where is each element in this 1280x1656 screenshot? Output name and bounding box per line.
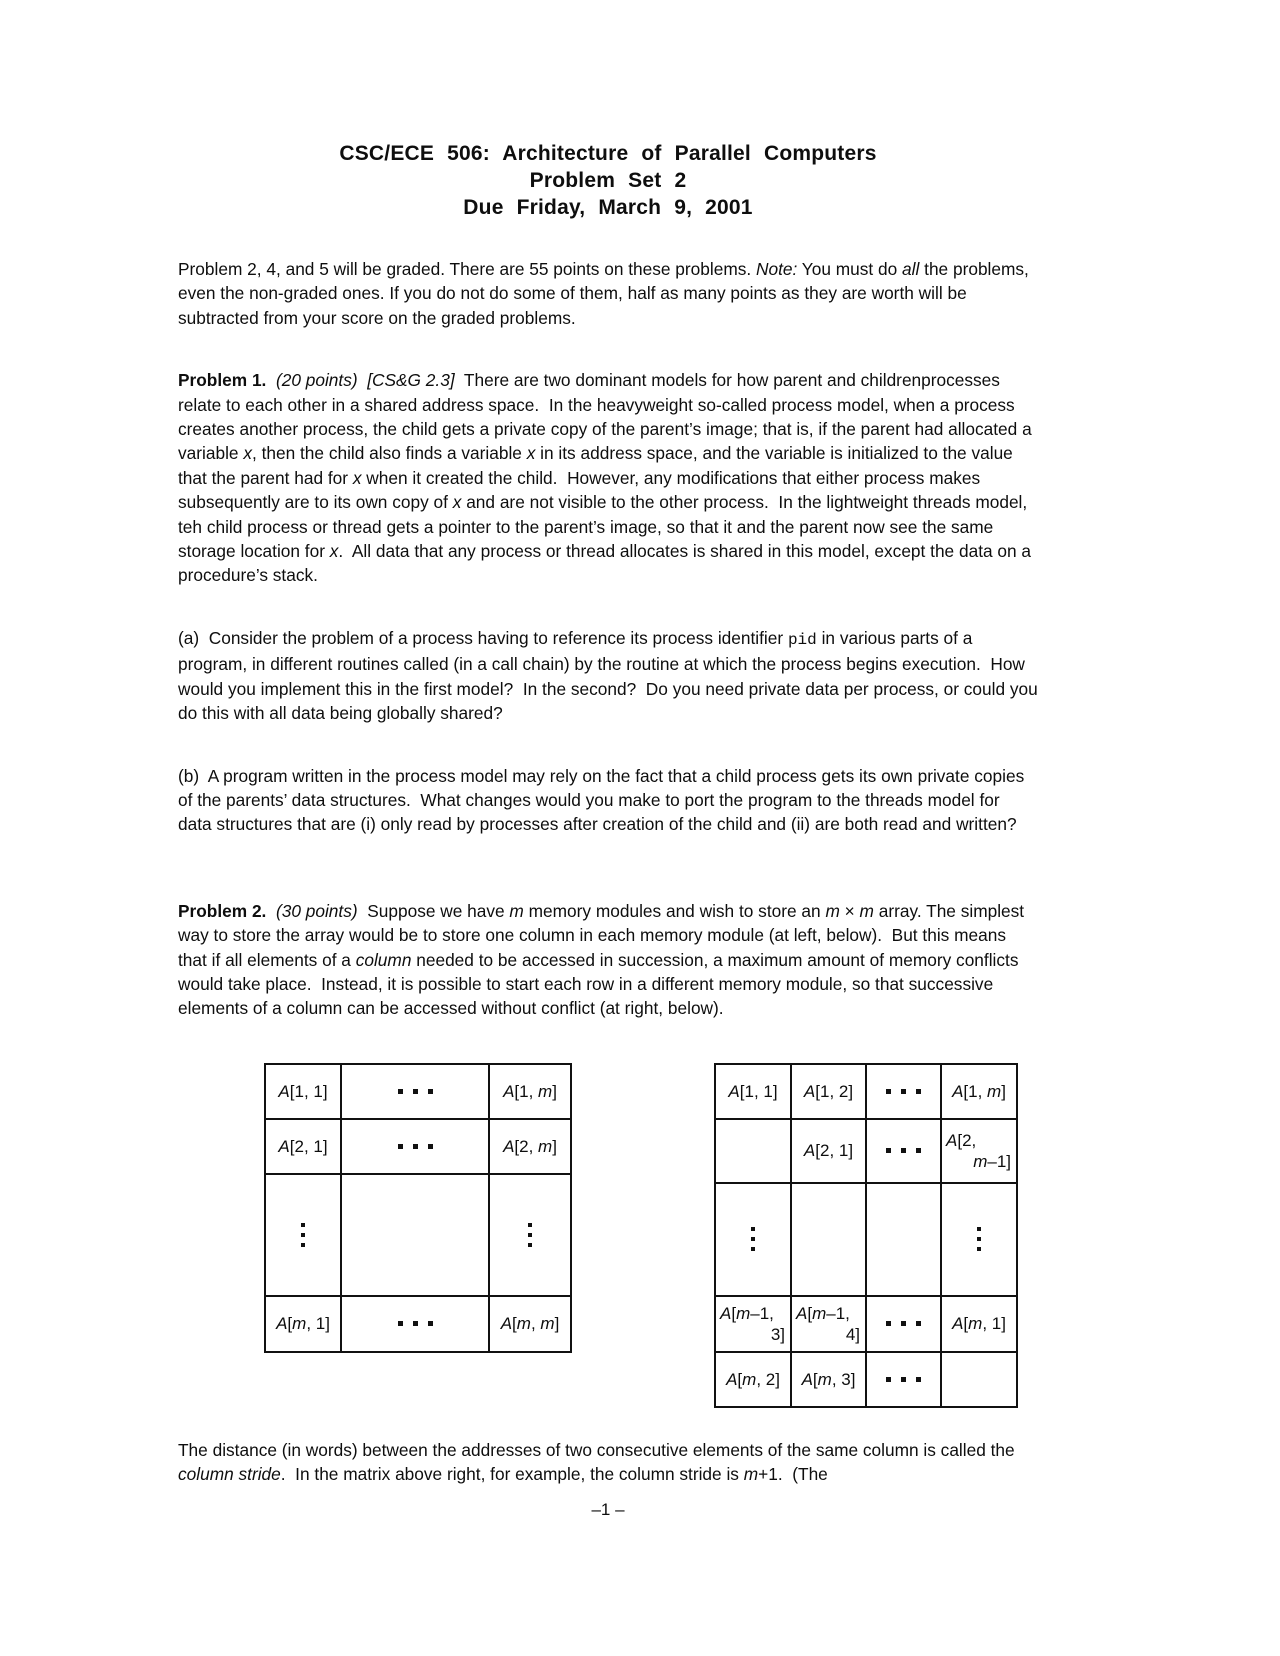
skewed-matrix-table bbox=[714, 1063, 1018, 1408]
problem1b-paragraph bbox=[178, 764, 1038, 837]
table-cell bbox=[866, 1352, 941, 1407]
table-cell bbox=[715, 1064, 791, 1119]
table-cell bbox=[941, 1352, 1017, 1407]
matrix-element-label: A[m, 1] bbox=[952, 1314, 1006, 1334]
document-content bbox=[178, 140, 1038, 1511]
dot bbox=[413, 1144, 418, 1149]
text-run: m bbox=[825, 900, 840, 921]
table-cell bbox=[941, 1119, 1017, 1183]
ellipsis-horizontal bbox=[870, 1377, 937, 1382]
matrix-element-label: A[m, 3] bbox=[801, 1369, 856, 1389]
table-row bbox=[265, 1296, 571, 1352]
text-run: +1. (The bbox=[758, 1464, 828, 1485]
text-run: x bbox=[243, 443, 252, 464]
matrix-element-label: A[1, 1] bbox=[728, 1081, 778, 1101]
problem1-paragraph bbox=[178, 368, 1038, 588]
table-row bbox=[265, 1064, 571, 1119]
table-cell bbox=[715, 1183, 791, 1296]
text-run: The distance (in words) between the addresses of two consecutive elements of the same column is called the bbox=[178, 1439, 1015, 1460]
text-run: and are not visible to the other process. In the lightweight threads model, teh child process or thread gets a pointer to the parent’s image, so that it and the parent now see the same storage location for bbox=[178, 492, 1028, 562]
dot bbox=[528, 1233, 532, 1237]
text-run: Suppose we have bbox=[357, 900, 510, 921]
text-run: column stride bbox=[178, 1464, 281, 1485]
dot bbox=[428, 1144, 433, 1149]
table-cell bbox=[265, 1174, 341, 1296]
text-run: (b) A program written in the process model may rely on the fact that a child process gets its own private copies of the parents’ data structures. What changes would you make to port the program to the threads model for data structures that are (i) only read by processes after creation of the child and (ii) are both read and written? bbox=[178, 765, 1025, 835]
table-cell bbox=[791, 1183, 866, 1296]
table-cell bbox=[866, 1296, 941, 1352]
matrix-element-label: A[2, bbox=[946, 1130, 977, 1150]
matrix-element-label: A[m–1, bbox=[720, 1303, 774, 1323]
dot bbox=[301, 1243, 305, 1247]
ellipsis-vertical bbox=[493, 1223, 567, 1247]
table-row bbox=[715, 1183, 1017, 1296]
dot bbox=[916, 1089, 921, 1094]
ellipsis-vertical bbox=[269, 1223, 337, 1247]
table-row bbox=[265, 1174, 571, 1296]
text-run: x bbox=[352, 467, 362, 488]
matrix-element-label: m–1] bbox=[973, 1151, 1011, 1171]
text-run: . All data that any process or thread allocates is shared in this model, except the data on a procedure’s stack. bbox=[178, 541, 1032, 586]
dot bbox=[751, 1227, 755, 1231]
doc-title-line3: Due Friday, March 9, 2001 bbox=[463, 196, 753, 219]
table-cell bbox=[489, 1119, 571, 1174]
table-cell bbox=[341, 1064, 489, 1119]
matrix-element-label: A[1, m] bbox=[952, 1081, 1006, 1101]
matrix-figures bbox=[178, 1063, 1038, 1408]
matrix-element-label: 3] bbox=[770, 1324, 785, 1344]
dot bbox=[751, 1237, 755, 1241]
ellipsis-horizontal bbox=[345, 1321, 485, 1326]
page-number: –1 – bbox=[591, 1500, 625, 1519]
text-run: m bbox=[509, 900, 524, 921]
dot bbox=[977, 1247, 981, 1251]
table-cell bbox=[791, 1296, 866, 1352]
table-cell bbox=[791, 1119, 866, 1183]
ellipsis-horizontal bbox=[870, 1148, 937, 1153]
ellipsis-horizontal bbox=[345, 1144, 485, 1149]
doc-title bbox=[178, 140, 1038, 221]
table-cell bbox=[941, 1064, 1017, 1119]
text-run: the problems, even the non-graded ones. If you do not do some of them, half as many points as they are worth will be subtracted from your score on the graded problems. bbox=[178, 259, 1029, 328]
table-cell bbox=[489, 1174, 571, 1296]
dot bbox=[886, 1148, 891, 1153]
table-cell bbox=[265, 1064, 341, 1119]
matrix-element-label: A[m–1, bbox=[796, 1303, 850, 1323]
text-run: Problem 2. bbox=[178, 900, 267, 921]
text-run: Note: bbox=[756, 259, 798, 279]
text-run: m bbox=[743, 1464, 759, 1485]
table-cell bbox=[791, 1352, 866, 1407]
matrix-element-label: A[2, m] bbox=[503, 1136, 557, 1156]
dot bbox=[301, 1223, 305, 1227]
table-cell bbox=[715, 1119, 791, 1183]
text-run: column bbox=[355, 949, 412, 970]
table-cell bbox=[265, 1119, 341, 1174]
dot bbox=[916, 1148, 921, 1153]
table-cell bbox=[341, 1296, 489, 1352]
dot bbox=[413, 1089, 418, 1094]
text-run: memory modules and wish to store an bbox=[523, 900, 826, 921]
text-run: x bbox=[526, 443, 536, 464]
ellipsis-vertical bbox=[945, 1227, 1013, 1251]
matrix-element-label: 4] bbox=[845, 1324, 860, 1344]
text-run: × bbox=[839, 900, 860, 921]
ellipsis-horizontal bbox=[870, 1321, 937, 1326]
table-cell bbox=[941, 1296, 1017, 1352]
dot bbox=[901, 1089, 906, 1094]
table-cell bbox=[341, 1119, 489, 1174]
text-run bbox=[266, 370, 276, 390]
dot bbox=[398, 1089, 403, 1094]
text-run: x bbox=[452, 492, 462, 513]
table-cell bbox=[791, 1064, 866, 1119]
table-cell bbox=[341, 1174, 489, 1296]
dot bbox=[886, 1377, 891, 1382]
table-cell bbox=[866, 1119, 941, 1183]
column-major-matrix-table bbox=[264, 1063, 572, 1353]
ellipsis-horizontal bbox=[345, 1089, 485, 1094]
intro-paragraph bbox=[178, 257, 1038, 330]
table-cell bbox=[265, 1296, 341, 1352]
dot bbox=[916, 1321, 921, 1326]
table-row bbox=[715, 1119, 1017, 1183]
matrix-element-label: A[m, 2] bbox=[726, 1369, 780, 1389]
doc-title-line2: Problem Set 2 bbox=[529, 169, 687, 192]
table-row bbox=[715, 1064, 1017, 1119]
text-run: Problem 2, 4, and 5 will be graded. There are 55 points on these problems. bbox=[178, 259, 756, 279]
table-cell bbox=[866, 1064, 941, 1119]
text-run: (20 points) [CS&G 2.3] bbox=[275, 370, 455, 391]
dot bbox=[886, 1321, 891, 1326]
table-row bbox=[265, 1119, 571, 1174]
dot bbox=[301, 1233, 305, 1237]
dot bbox=[977, 1237, 981, 1241]
dot bbox=[901, 1377, 906, 1382]
table-cell bbox=[715, 1352, 791, 1407]
text-run bbox=[266, 901, 276, 921]
matrix-element-label: A[2, 1] bbox=[803, 1141, 854, 1161]
matrix-element-label: A[m, m] bbox=[500, 1314, 560, 1334]
matrix-element-label: A[m, 1] bbox=[276, 1314, 330, 1334]
text-run: array. The simplest way to store the array would be to store one column in each memory module (at left, below). But this means that if all elements of a bbox=[178, 900, 1025, 970]
dot bbox=[751, 1247, 755, 1251]
matrix-element-label: A[1, m] bbox=[503, 1081, 557, 1101]
text-run: all bbox=[902, 259, 920, 279]
text-run: Problem 1. bbox=[178, 370, 267, 391]
dot bbox=[428, 1089, 433, 1094]
text-run: , then the child also finds a variable bbox=[251, 443, 527, 464]
text-run: pid bbox=[787, 630, 817, 649]
table-cell bbox=[866, 1183, 941, 1296]
doc-title-line1: CSC/ECE 506: Architecture of Parallel Computers bbox=[339, 142, 877, 165]
matrix-element-label: A[1, 2] bbox=[803, 1081, 854, 1101]
ellipsis-vertical bbox=[719, 1227, 787, 1251]
dot bbox=[916, 1377, 921, 1382]
text-run: when it created the child. However, any modifications that either process makes subsequently are to its own copy of bbox=[178, 467, 981, 513]
matrix-element-label: A[2, 1] bbox=[278, 1136, 328, 1156]
dot bbox=[901, 1148, 906, 1153]
text-run: (a) Consider the problem of a process having to reference its process identifier bbox=[178, 627, 788, 648]
dot bbox=[528, 1243, 532, 1247]
text-run: . In the matrix above right, for example, the column stride is bbox=[280, 1464, 744, 1485]
table-cell bbox=[489, 1064, 571, 1119]
text-run: You must do bbox=[797, 259, 903, 279]
dot bbox=[977, 1227, 981, 1231]
matrix-element-label: A[1, 1] bbox=[278, 1081, 328, 1101]
closing-paragraph bbox=[178, 1438, 1038, 1487]
dot bbox=[398, 1321, 403, 1326]
table-row bbox=[715, 1352, 1017, 1407]
text-run: in various parts of a program, in different routines called (in a call chain) by the routine at which the process begins execution. How would you implement this in the first model? In the second? Do you need private data per process, or could you do this with all data being globally shared? bbox=[178, 627, 1038, 724]
dot bbox=[398, 1144, 403, 1149]
table-cell bbox=[715, 1296, 791, 1352]
problem2-paragraph bbox=[178, 899, 1038, 1021]
dot bbox=[886, 1089, 891, 1094]
table-cell bbox=[941, 1183, 1017, 1296]
dot bbox=[528, 1223, 532, 1227]
text-run: m bbox=[859, 900, 874, 921]
text-run: in its address space, and the variable is initialized to the value that the parent had for bbox=[178, 443, 1013, 488]
text-run: x bbox=[329, 541, 339, 562]
problem1a-paragraph bbox=[178, 626, 1038, 726]
table-row bbox=[715, 1296, 1017, 1352]
dot bbox=[428, 1321, 433, 1326]
ellipsis-horizontal bbox=[870, 1089, 937, 1094]
text-run: (30 points) bbox=[275, 900, 358, 921]
text-run: needed to be accessed in succession, a maximum amount of memory conflicts would take place. Instead, it is possible to start each row in a different memory module, so that successive elements of a column can be accessed without conflict (at right, below). bbox=[178, 949, 1019, 1019]
table-cell bbox=[489, 1296, 571, 1352]
text-run: There are two dominant models for how parent and childrenprocesses relate to each other in a shared address space. In the heavyweight so-called process model, when a process creates another process, the child gets a private copy of the parent’s image; that is, if the parent had allocated a variable bbox=[178, 370, 1032, 464]
dot bbox=[901, 1321, 906, 1326]
dot bbox=[413, 1321, 418, 1326]
